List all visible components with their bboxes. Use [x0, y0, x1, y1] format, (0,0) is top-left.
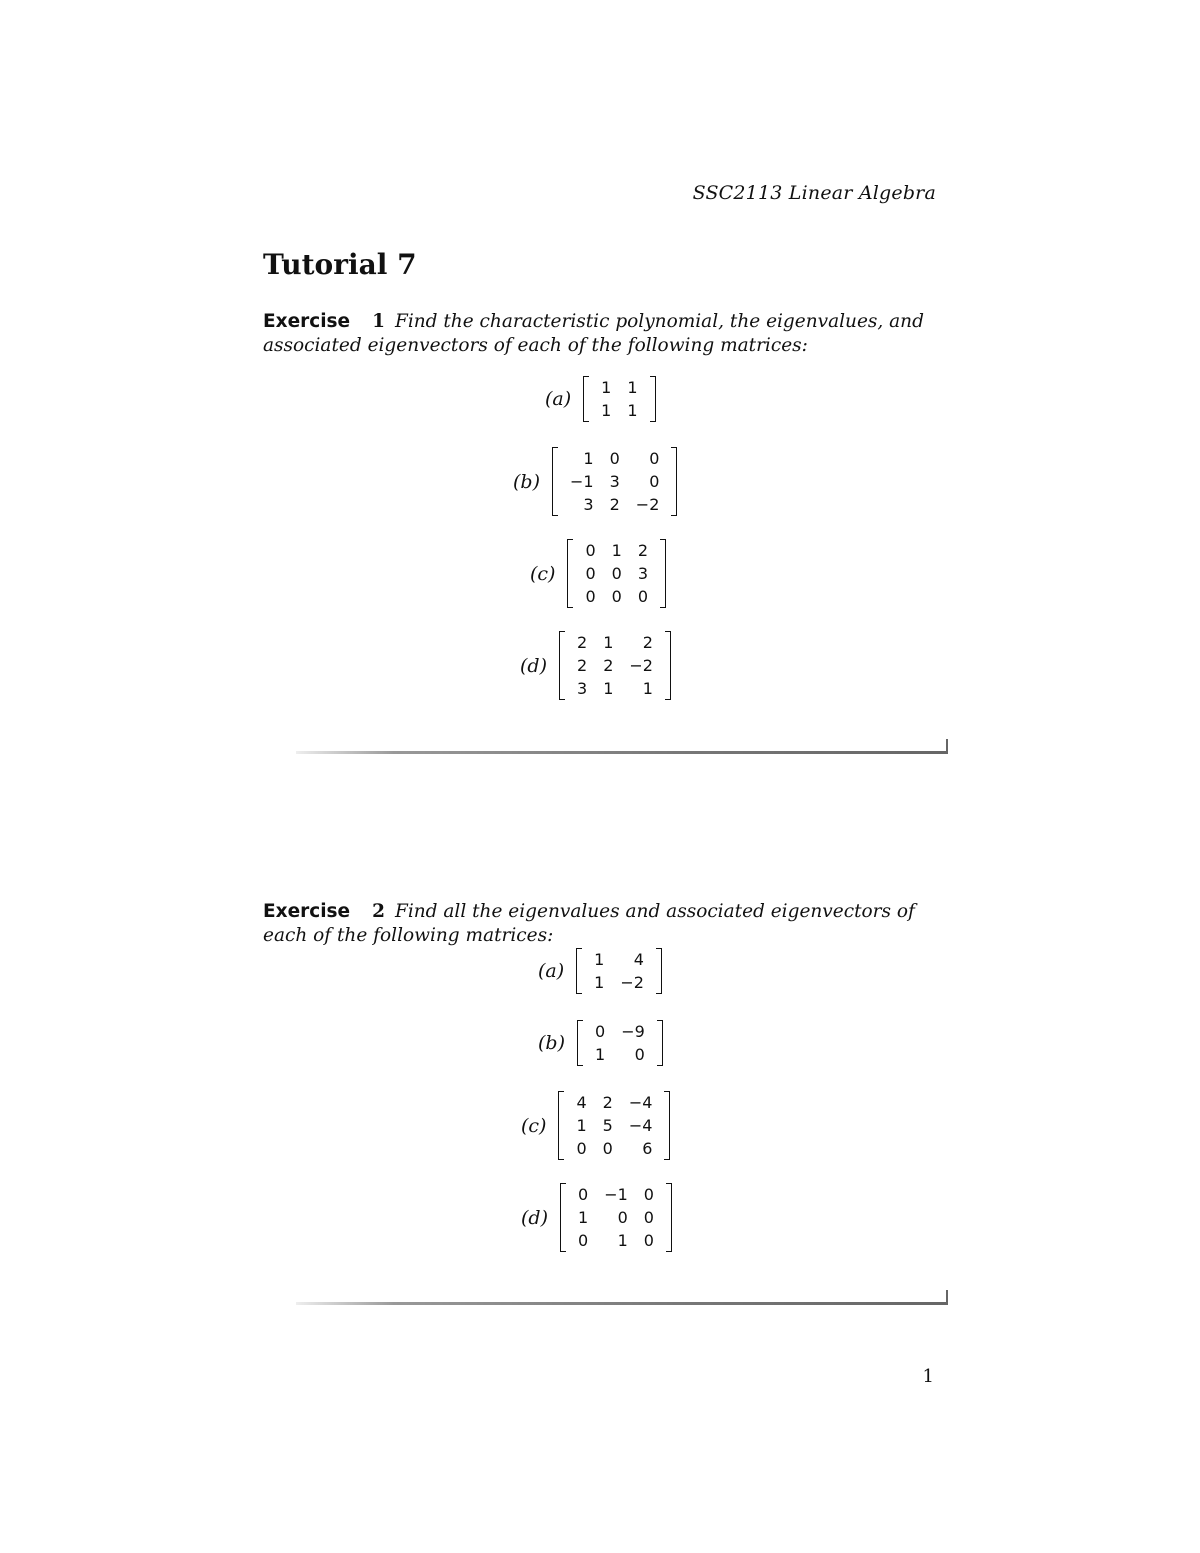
matrix-row [562, 493, 667, 516]
matrix-entry: 1 [611, 541, 622, 560]
matrix-entry: 3 [577, 679, 588, 698]
matrix-entry: 0 [611, 587, 622, 606]
matrix-entry: −4 [628, 1093, 653, 1112]
matrix-row [593, 399, 645, 422]
matrix-row [569, 631, 661, 654]
matrix-row [570, 1183, 662, 1206]
ex1-matrix-d-row [520, 631, 671, 700]
matrix-entry: 5 [602, 1116, 613, 1135]
matrix-entry: 1 [642, 679, 653, 698]
matrix-entry: 4 [633, 950, 644, 969]
matrix-entry: −1 [570, 472, 594, 491]
matrix-entry: 1 [601, 378, 612, 397]
matrix-entry: 0 [578, 1231, 589, 1250]
matrix-entry: 0 [585, 541, 596, 560]
matrix-entry: 2 [603, 656, 614, 675]
matrix-entry: −4 [628, 1116, 653, 1135]
matrix [576, 948, 662, 994]
matrix-entry: 4 [576, 1093, 587, 1112]
matrix-row [568, 1114, 660, 1137]
matrix [559, 631, 671, 700]
matrix-entry: 2 [609, 495, 620, 514]
matrix-row [562, 447, 667, 470]
matrix-entry: 2 [577, 633, 588, 652]
matrix-entry: −2 [620, 973, 644, 992]
matrix-entry: 1 [627, 401, 638, 420]
matrix [577, 1020, 663, 1066]
matrix-entry: 1 [594, 973, 605, 992]
matrix-entry: 3 [637, 564, 649, 583]
matrix-entry: 0 [611, 564, 622, 583]
matrix-entry: −9 [621, 1022, 645, 1041]
matrix-label: (b) [538, 1032, 565, 1054]
exercise-text: Find all the eigenvalues and associated eigenvectors of each of the following matrices: [263, 901, 915, 946]
matrix-entry: 0 [617, 1208, 628, 1227]
section-divider [296, 751, 948, 754]
matrix-label: (c) [521, 1114, 547, 1137]
matrix-row [568, 1091, 660, 1114]
course-header: SSC2113 Linear Algebra [692, 182, 936, 204]
ex2-matrix-a-row [538, 948, 662, 994]
matrix-row [577, 585, 656, 608]
matrix-entry: 1 [627, 378, 638, 397]
exercise-number: 2 [372, 901, 385, 922]
matrix [583, 376, 655, 422]
matrix-entry: 1 [601, 401, 612, 420]
divider-end-mark [946, 1290, 948, 1304]
matrix [558, 1091, 670, 1160]
exercise-number: 1 [372, 311, 385, 332]
exercise-label: Exercise [263, 311, 351, 332]
ex1-matrix-a-row [545, 376, 656, 422]
matrix-entry: −2 [629, 656, 653, 675]
matrix-row [568, 1137, 660, 1160]
matrix-entry: 1 [595, 1045, 606, 1064]
matrix [567, 539, 666, 608]
matrix-entry: 0 [578, 1185, 589, 1204]
matrix-entry: 0 [602, 1139, 613, 1158]
matrix-entry: 1 [576, 1116, 587, 1135]
matrix-label: (d) [521, 1206, 548, 1229]
matrix-entry: −1 [604, 1185, 628, 1204]
matrix-entry: 1 [578, 1208, 589, 1227]
matrix-label: (b) [513, 470, 540, 493]
matrix-label: (d) [520, 654, 547, 677]
matrix-entry: 0 [649, 472, 660, 491]
matrix-entry: 0 [576, 1139, 587, 1158]
ex2-matrix-d-row [521, 1183, 672, 1252]
matrix-row [586, 948, 652, 971]
matrix-row [577, 562, 656, 585]
matrix-label: (c) [530, 562, 556, 585]
matrix-entry: 2 [637, 541, 649, 560]
matrix-entry: 0 [643, 1208, 654, 1227]
ex1-matrix-b-row [513, 447, 677, 516]
ex2-matrix-b-row [538, 1020, 663, 1066]
matrix-entry: 0 [609, 449, 620, 468]
matrix-row [587, 1020, 653, 1043]
matrix-entry: 0 [634, 1045, 645, 1064]
matrix-entry: 2 [602, 1093, 613, 1112]
exercise-text: Find the characteristic polynomial, the eigenvalues, and associated eigenvectors of each of the following matrices: [263, 311, 924, 356]
matrix-entry: 3 [609, 472, 620, 491]
matrix-row [569, 677, 661, 700]
matrix-entry: 1 [603, 633, 614, 652]
matrix-entry: 3 [583, 495, 594, 514]
matrix-entry: 1 [617, 1231, 628, 1250]
matrix-row [593, 376, 645, 399]
matrix [560, 1183, 672, 1252]
matrix-entry: 0 [585, 587, 596, 606]
page-title: Tutorial 7 [263, 248, 417, 281]
section-divider [296, 1302, 948, 1305]
divider-end-mark [946, 739, 948, 753]
matrix-entry: 2 [642, 633, 653, 652]
matrix-entry: 0 [637, 587, 649, 606]
matrix [552, 447, 677, 516]
matrix-label: (a) [538, 960, 565, 982]
matrix-row [587, 1043, 653, 1066]
matrix-entry: 1 [583, 449, 594, 468]
matrix-label: (a) [545, 388, 572, 410]
matrix-row [570, 1229, 662, 1252]
matrix-entry: 0 [643, 1231, 654, 1250]
page-number: 1 [922, 1366, 934, 1387]
matrix-entry: 6 [642, 1139, 653, 1158]
ex2-matrix-c-row [521, 1091, 670, 1160]
matrix-entry: 0 [595, 1022, 606, 1041]
matrix-row [577, 539, 656, 562]
matrix-row [586, 971, 652, 994]
exercise-label: Exercise [263, 901, 351, 922]
matrix-entry: 2 [577, 656, 588, 675]
matrix-row [570, 1206, 662, 1229]
matrix-entry: 0 [585, 564, 596, 583]
exercise-2 [263, 900, 938, 948]
ex1-matrix-c-row [530, 539, 666, 608]
exercise-1 [263, 310, 938, 358]
matrix-entry: 1 [603, 679, 614, 698]
matrix-entry: −2 [635, 495, 660, 514]
matrix-entry: 0 [649, 449, 660, 468]
matrix-entry: 1 [594, 950, 605, 969]
matrix-row [569, 654, 661, 677]
matrix-entry: 0 [643, 1185, 654, 1204]
matrix-row [562, 470, 667, 493]
